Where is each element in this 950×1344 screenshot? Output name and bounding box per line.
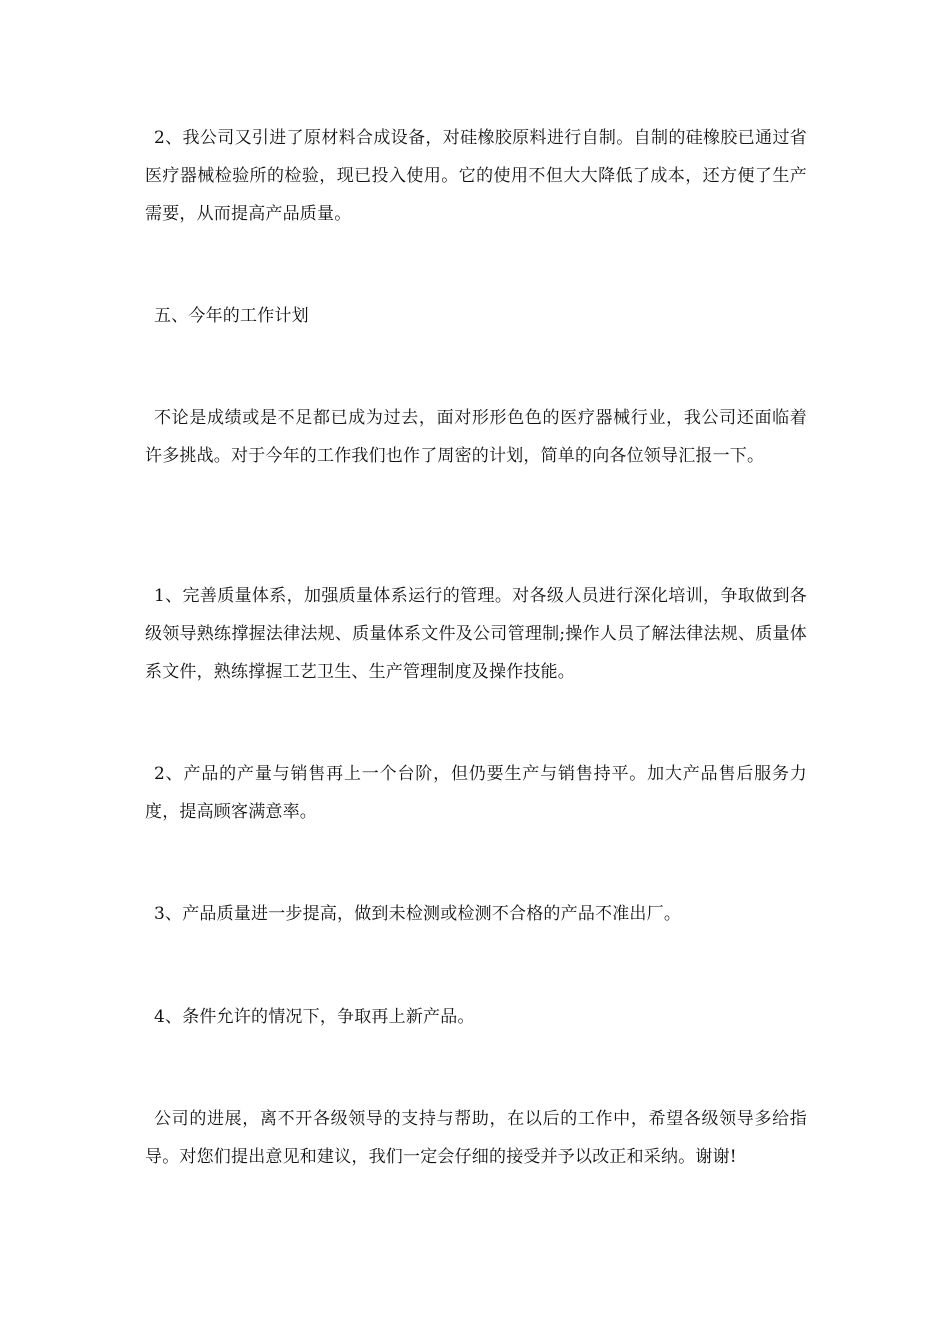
paragraph-plan-item-3: 3、产品质量进一步提高，做到未检测或检测不合格的产品不准出厂。 xyxy=(154,904,682,924)
paragraph-closing: 公司的进展，离不开各级领导的支持与帮助，在以后的工作中，希望各级领导多给指导。对您们提出意见和建议，我们一定会仔细的接受并予以改正和采纳。谢谢! xyxy=(145,1109,807,1167)
paragraph-challenges-intro: 不论是成绩或是不足都已成为过去，面对形形色色的医疗器械行业，我公司还面临着许多挑战。对于今年的工作我们也作了周密的计划，简单的向各位领导汇报一下。 xyxy=(145,408,807,466)
paragraph-plan-item-4: 4、条件允许的情况下，争取再上新产品。 xyxy=(154,1007,475,1027)
paragraph-plan-item-1: 1、完善质量体系，加强质量体系运行的管理。对各级人员进行深化培训，争取做到各级领导熟练撑握法律法规、质量体系文件及公司管理制;操作人员了解法律法规、质量体系文件，熟练撑握工艺卫生、生产管理制度及操作技能。 xyxy=(145,586,807,682)
section-heading-work-plan: 五、今年的工作计划 xyxy=(154,306,309,326)
paragraph-plan-item-2: 2、产品的产量与销售再上一个台阶，但仍要生产与销售持平。加大产品售后服务力度，提高顾客满意率。 xyxy=(145,764,807,822)
paragraph-raw-material-equipment: 2、我公司又引进了原材料合成设备，对硅橡胶原料进行自制。自制的硅橡胶已通过省医疗器械检验所的检验，现已投入使用。它的使用不但大大降低了成本，还方便了生产需要，从而提高产品质量。 xyxy=(145,128,807,224)
